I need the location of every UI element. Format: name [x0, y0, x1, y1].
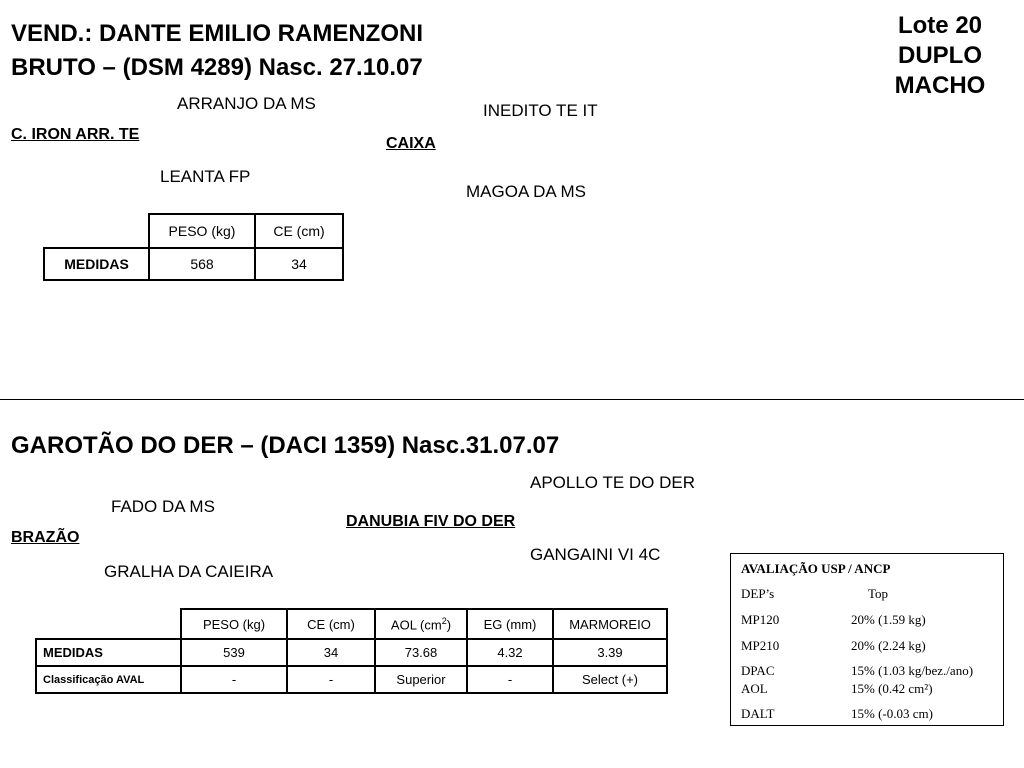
item-value: 20% (1.59 kg) [851, 612, 926, 627]
col-header-aol: AOL $(cm^2)$ [375, 609, 467, 639]
item-label: DALT [741, 706, 775, 721]
sire-sire-bottom: FADO DA MS [111, 497, 215, 516]
avaliacao-title: AVALIAÇÃO USP / ANCP [741, 561, 891, 576]
dam-name-bottom: DANUBIA FIV DO DER [346, 513, 516, 530]
section-divider [0, 399, 1024, 400]
item-label: MP210 [741, 638, 780, 653]
sire-sire: ARRANJO DA MS [177, 94, 316, 113]
dam-sire: INEDITO TE IT [483, 101, 598, 120]
dam-name: CAIXA [386, 135, 436, 152]
item-value: 15% (-0.03 cm) [851, 706, 933, 721]
measures-table-top [43, 213, 344, 281]
table-cell: 34 [287, 639, 375, 666]
item-label: DPAC [741, 663, 775, 678]
item-label: MP120 [741, 612, 780, 627]
row-label-classificacao: Classificação AVAL [36, 666, 181, 693]
table-row [36, 639, 667, 666]
animal-title: BRUTO – (DSM 4289) Nasc. 27.10.07 [11, 54, 423, 81]
table-cell: Select (+) [553, 666, 667, 693]
measures-table-bottom [35, 608, 668, 694]
dam-dam-bottom: GANGAINI VI 4C [530, 545, 661, 564]
dep-value: Top [868, 586, 889, 601]
col-header-ce: CE (cm) [255, 214, 343, 248]
col-header-eg: EG (mm) [467, 609, 553, 639]
table-cell: 4.32 [467, 639, 553, 666]
lote-type: DUPLO [898, 42, 982, 69]
vendor-line: VEND.: DANTE EMILIO RAMENZONI [11, 20, 423, 47]
lote-sex: MACHO [894, 72, 986, 99]
table-cell: - [467, 666, 553, 693]
row-label-medidas: MEDIDAS [36, 639, 181, 666]
sire-name-bottom: BRAZÃO [11, 529, 80, 546]
col-header-peso: PESO (kg) [149, 214, 255, 248]
table-cell: 73.68 [375, 639, 467, 666]
animal-title-bottom: GAROTÃO DO DER – (DACI 1359) Nasc.31.07.07 [11, 432, 560, 459]
dam-sire-bottom: APOLLO TE DO DER [530, 473, 696, 492]
table-row [36, 666, 667, 693]
dep-label: DEP’s [741, 586, 775, 601]
item-value: 15% (1.03 kg/bez./ano) [851, 663, 974, 678]
lote-label [880, 11, 1000, 101]
col-header-ce: CE (cm) [287, 609, 375, 639]
table-cell: - [287, 666, 375, 693]
col-header-marmoreio: MARMOREIO [553, 609, 667, 639]
table-cell: Superior [375, 666, 467, 693]
table-cell: - [181, 666, 287, 693]
sire-dam: LEANTA FP [160, 167, 251, 186]
col-header-peso: PESO (kg) [181, 609, 287, 639]
value-ce: 34 [255, 248, 343, 280]
avaliacao-box [730, 553, 1004, 726]
item-label: AOL [741, 681, 768, 696]
table-cell: 539 [181, 639, 287, 666]
item-value: 20% (2.24 kg) [851, 638, 926, 653]
item-value: 15% (0.42 cm²) [851, 681, 933, 696]
sire-name: C. IRON ARR. TE [11, 126, 140, 143]
dam-dam: MAGOA DA MS [466, 182, 586, 201]
sire-dam-bottom: GRALHA DA CAIEIRA [104, 562, 274, 581]
table-cell: 3.39 [553, 639, 667, 666]
value-peso: 568 [149, 248, 255, 280]
row-label-medidas: MEDIDAS [44, 248, 149, 280]
lote-number: Lote 20 [897, 12, 983, 39]
